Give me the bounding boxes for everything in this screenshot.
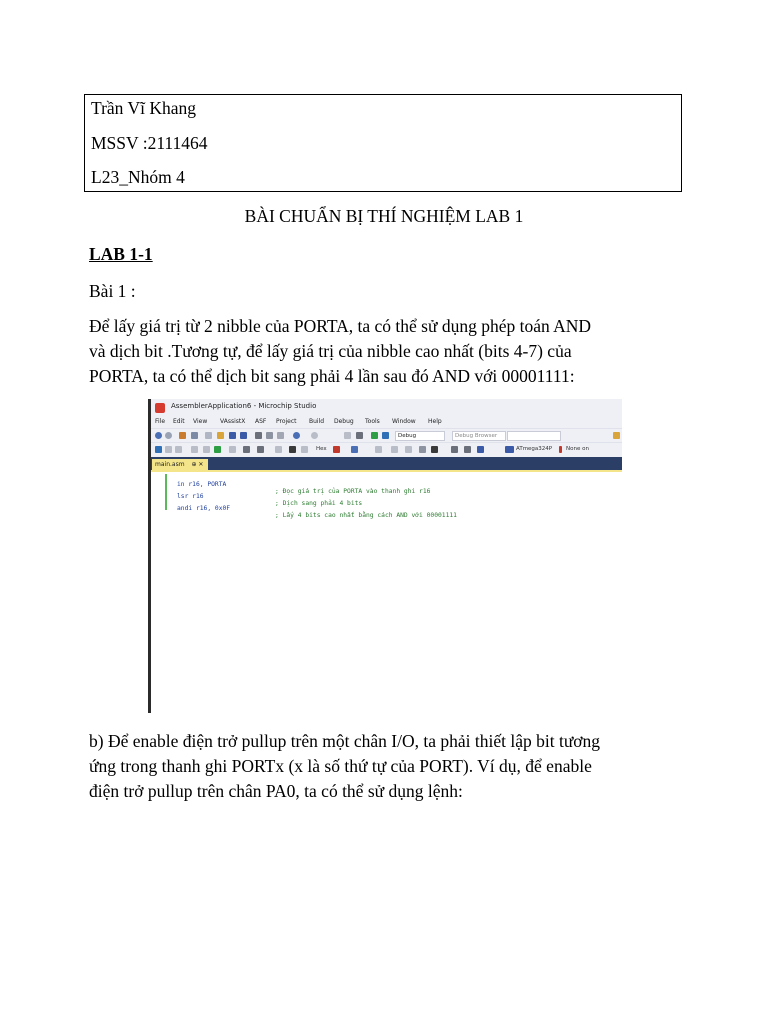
disassembly-icon[interactable] [431, 446, 438, 453]
restart-icon[interactable] [229, 446, 236, 453]
toolbar-debug [151, 442, 622, 457]
menu-item[interactable]: Project [276, 418, 297, 425]
back-icon[interactable] [155, 432, 162, 439]
forward-icon[interactable] [165, 432, 172, 439]
paragraph-line: Để lấy giá trị từ 2 nibble của PORTA, ta có thể sử dụng phép toán AND [89, 316, 592, 336]
menu-item[interactable]: Help [428, 418, 442, 425]
code-instruction: in r16, PORTA [177, 481, 227, 488]
find-icon[interactable] [344, 432, 351, 439]
add-item-icon[interactable] [205, 432, 212, 439]
settings-icon[interactable] [464, 446, 471, 453]
tab-pin-close-icons[interactable]: ⊕ ✕ [191, 461, 204, 468]
extension-icon[interactable] [613, 432, 620, 439]
show-next-icon[interactable] [275, 446, 282, 453]
memory-icon[interactable] [375, 446, 382, 453]
window-title: AssemblerApplication6 - Microchip Studio [171, 402, 317, 410]
paragraph-line: b) Để enable điện trở pullup trên một chân I/O, ta phải thiết lập bit tương [89, 731, 601, 751]
continue-icon[interactable] [214, 446, 221, 453]
new-file-icon[interactable] [191, 432, 198, 439]
paragraph-line: điện trở pullup trên chân PA0, ta có thể sử dụng lệnh: [89, 781, 463, 801]
breakpoint-icon[interactable] [243, 446, 250, 453]
configuration-select[interactable]: Debug [395, 431, 445, 441]
code-comment: ; Lấy 4 bits cao nhất bằng cách AND với 00001111 [275, 512, 457, 519]
debug-browser-select[interactable]: Debug Browser [452, 431, 506, 441]
redo-icon[interactable] [311, 432, 318, 439]
step-icon[interactable] [155, 446, 162, 453]
processor-icon[interactable] [419, 446, 426, 453]
menu-item[interactable]: Window [392, 418, 416, 425]
student-info-box [84, 94, 682, 192]
paragraph-line: ứng trong thanh ghi PORTx (x là số thứ tự của PORT). Ví dụ, để enable [89, 756, 592, 776]
step-over-icon[interactable] [175, 446, 182, 453]
paragraph-1 [89, 314, 709, 389]
step-out-icon[interactable] [301, 446, 308, 453]
student-name: Trần Vĩ Khang [91, 98, 197, 118]
menu-item[interactable]: File [155, 418, 166, 425]
registers-icon[interactable] [391, 446, 398, 453]
undo-icon[interactable] [293, 432, 300, 439]
menu-item[interactable]: ASF [255, 418, 267, 425]
menu-item[interactable]: Tools [365, 418, 380, 425]
open-icon[interactable] [217, 432, 224, 439]
terminal-icon[interactable] [477, 446, 484, 453]
tool-name[interactable]: None on [566, 446, 589, 452]
code-instruction: lsr r16 [177, 493, 204, 500]
menu-bar [151, 417, 622, 428]
step-into-icon[interactable] [165, 446, 172, 453]
search-icon[interactable] [356, 432, 363, 439]
student-group: L23_Nhóm 4 [91, 167, 185, 187]
start-debug-icon[interactable] [371, 432, 378, 439]
save-icon[interactable] [229, 432, 236, 439]
tab-main-asm[interactable] [152, 459, 208, 470]
toolbar-standard [151, 428, 622, 443]
menu-item[interactable]: Build [309, 418, 325, 425]
tab-label: main.asm [155, 461, 185, 468]
microchip-app-icon [155, 403, 165, 413]
menu-item[interactable]: View [193, 418, 208, 425]
paragraph-line: PORTA, ta có thể dịch bit sang phải 4 lần sau đó AND với 00001111: [89, 366, 575, 386]
document-tab-strip [151, 457, 622, 470]
student-id: MSSV :2111464 [91, 133, 208, 153]
hex-toggle[interactable]: Hex [316, 446, 327, 452]
io-view-icon[interactable] [405, 446, 412, 453]
tool-icon [559, 446, 562, 453]
stop-icon[interactable] [203, 446, 210, 453]
device-name[interactable]: ATmega324P [516, 446, 553, 452]
platform-select[interactable] [507, 431, 561, 441]
change-margin [165, 474, 167, 510]
windows-icon[interactable] [351, 446, 358, 453]
new-project-icon[interactable] [179, 432, 186, 439]
code-comment: ; Dịch sang phải 4 bits [275, 500, 363, 507]
chip-icon [505, 446, 514, 453]
exercise-label: Bài 1 : [89, 281, 136, 301]
cut-icon[interactable] [255, 432, 262, 439]
menu-item[interactable]: VAssistX [220, 418, 246, 425]
code-comment: ; Đọc giá trị của PORTA vào thanh ghi r16 [275, 488, 431, 495]
pause-icon[interactable] [191, 446, 198, 453]
start-without-debug-icon[interactable] [382, 432, 389, 439]
code-editor[interactable] [151, 472, 622, 713]
save-all-icon[interactable] [240, 432, 247, 439]
copy-icon[interactable] [266, 432, 273, 439]
window-titlebar [151, 399, 622, 417]
cursor-icon[interactable] [289, 446, 296, 453]
menu-item[interactable]: Debug [334, 418, 354, 425]
help-icon[interactable] [257, 446, 264, 453]
hex-view-icon[interactable] [333, 446, 340, 453]
device-programming-icon[interactable] [451, 446, 458, 453]
lab-heading: LAB 1-1 [89, 244, 153, 264]
paragraph-2 [89, 729, 709, 804]
menu-item[interactable]: Edit [173, 418, 185, 425]
document-title: BÀI CHUẨN BỊ THÍ NGHIỆM LAB 1 [244, 206, 524, 226]
paste-icon[interactable] [277, 432, 284, 439]
paragraph-line: và dịch bit .Tương tự, để lấy giá trị của nibble cao nhất (bits 4-7) của [89, 341, 572, 361]
ide-screenshot [148, 399, 622, 713]
code-instruction: andi r16, 0x0F [177, 505, 231, 512]
